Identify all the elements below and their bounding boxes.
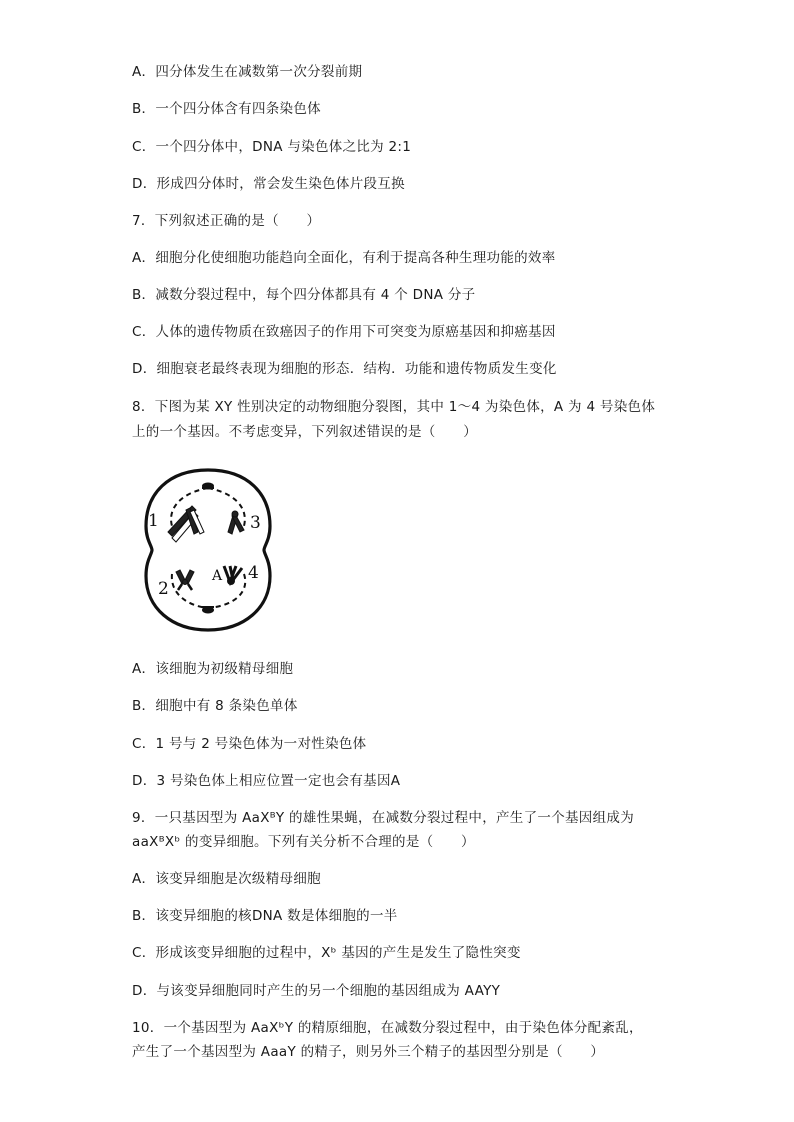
label-gene-a: A bbox=[212, 568, 223, 584]
q8-option-b: B．细胞中有 8 条染色单体 bbox=[132, 698, 298, 714]
q7-option-a: A．细胞分化使细胞功能趋向全面化，有利于提高各种生理功能的效率 bbox=[132, 250, 556, 266]
q8-option-a: A．该细胞为初级精母细胞 bbox=[132, 661, 294, 677]
q9-stem-line2: aaXᴮXᵇ 的变异细胞。下列有关分析不合理的是（ ） bbox=[132, 834, 475, 850]
q8-option-d: D．3 号染色体上相应位置一定也会有基因A bbox=[132, 773, 401, 789]
q8-stem-line2: 上的一个基因。不考虑变异，下列叙述错误的是（ ） bbox=[132, 424, 477, 440]
label-chromosome-4: 4 bbox=[248, 563, 259, 583]
chromosome-3 bbox=[228, 511, 244, 534]
q6-option-b: B．一个四分体含有四条染色体 bbox=[132, 101, 321, 117]
q8-stem-line1: 8．下图为某 XY 性别决定的动物细胞分裂图，其中 1～4 为染色体，A 为 4 号染色体 bbox=[132, 399, 656, 415]
q10-stem-line2: 产生了一个基因型为 AaaY 的精子，则另外三个精子的基因型分别是（ ） bbox=[132, 1044, 605, 1060]
q6-option-d: D．形成四分体时，常会发生染色体片段互换 bbox=[132, 176, 405, 192]
q7-option-c: C．人体的遗传物质在致癌因子的作用下可突变为原癌基因和抑癌基因 bbox=[132, 324, 556, 340]
label-chromosome-2: 2 bbox=[158, 579, 169, 599]
q9-stem-line1: 9．一只基因型为 AaXᴮY 的雄性果蝇，在减数分裂过程中，产生了一个基因组成为 bbox=[132, 810, 635, 826]
chromosome-4 bbox=[224, 566, 242, 584]
q8-option-c: C．1 号与 2 号染色体为一对性染色体 bbox=[132, 736, 367, 752]
chromosome-2 bbox=[176, 570, 194, 590]
q7-option-d: D．细胞衰老最终表现为细胞的形态．结构．功能和遗传物质发生变化 bbox=[132, 361, 557, 377]
cell-division-figure bbox=[138, 466, 278, 634]
q6-option-a: A．四分体发生在减数第一次分裂前期 bbox=[132, 64, 363, 80]
spindle-fibers bbox=[171, 488, 245, 608]
centrosome-bottom bbox=[202, 607, 214, 614]
q9-option-b: B．该变异细胞的核DNA 数是体细胞的一半 bbox=[132, 908, 398, 924]
chromosome-1 bbox=[168, 506, 204, 542]
q7-option-b: B．减数分裂过程中，每个四分体都具有 4 个 DNA 分子 bbox=[132, 287, 476, 303]
q7-stem: 7．下列叙述正确的是（ ） bbox=[132, 213, 321, 229]
q9-option-a: A．该变异细胞是次级精母细胞 bbox=[132, 871, 321, 887]
centrosome-top bbox=[202, 483, 214, 490]
label-chromosome-3: 3 bbox=[250, 513, 261, 533]
q10-stem-line1: 10．一个基因型为 AaXᵇY 的精原细胞，在减数分裂过程中，由于染色体分配紊乱， bbox=[132, 1020, 643, 1036]
q9-option-c: C．形成该变异细胞的过程中，Xᵇ 基因的产生是发生了隐性突变 bbox=[132, 945, 521, 961]
q9-option-d: D．与该变异细胞同时产生的另一个细胞的基因组成为 AAYY bbox=[132, 983, 501, 999]
q6-option-c: C．一个四分体中，DNA 与染色体之比为 2:1 bbox=[132, 139, 412, 155]
label-chromosome-1: 1 bbox=[148, 511, 159, 531]
